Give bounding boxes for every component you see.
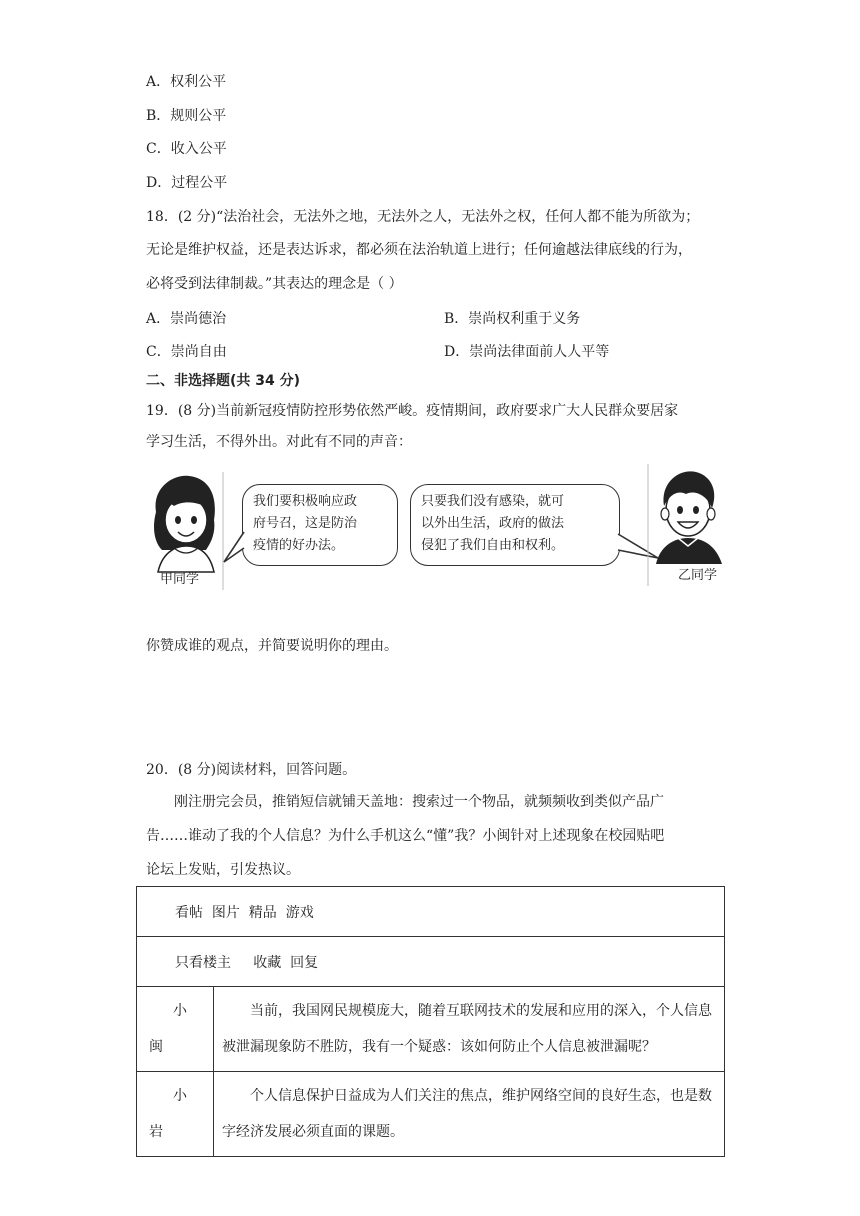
post-author-char-1: 小 — [173, 1088, 187, 1104]
q17-option-b: B．规则公平 — [146, 108, 227, 124]
q20-paragraph-line-1: 刚注册完会员，推销短信就铺天盖地：搜索过一个物品，就频频收到类似产品广 — [174, 794, 664, 810]
section-title: 二、非选择题(共 34 分) — [146, 373, 301, 389]
q18-stem-line-2: 无论是维护权益，还是表达诉求，都必须在法治轨道上进行；任何逾越法律底线的行为， — [146, 242, 692, 258]
q17-option-c: C．收入公平 — [146, 141, 227, 157]
q19-question: 你赞成谁的观点，并简要说明你的理由。 — [146, 638, 398, 654]
q18-option-b: B．崇尚权利重于义务 — [444, 311, 581, 327]
girl-speech-bubble — [242, 484, 398, 566]
post-content: 当前，我国网民规模庞大，随着互联网技术的发展和应用的深入，个人信息被泄漏现象防不胜防，我有一个疑惑：该如何防止个人信息被泄漏呢？ — [214, 987, 725, 1072]
girl-bubble-tail — [222, 530, 246, 564]
q17-option-d: D．过程公平 — [146, 175, 228, 191]
q18-option-a: A．崇尚德治 — [146, 311, 227, 327]
q18-option-c: C．崇尚自由 — [146, 344, 227, 360]
q19-stem-line-1: 19．(8 分)当前新冠疫情防控形势依然严峻。疫情期间，政府要求广大人民群众要居家 — [146, 403, 679, 419]
forum-post-table — [136, 886, 725, 1157]
post-author-char-2: 闽 — [149, 1039, 163, 1055]
post-author — [137, 1072, 214, 1157]
q20-paragraph-line-2: 告……谁动了我的个人信息？为什么手机这么“懂”我？小闽针对上述现象在校园贴吧 — [146, 828, 665, 844]
q18-stem-line-3: 必将受到法律制裁。”其表达的理念是（ ） — [146, 276, 403, 292]
boy-speech-line-1: 只要我们没有感染，就可 — [421, 494, 565, 509]
post-author-char-2: 岩 — [149, 1124, 163, 1140]
boy-caption: 乙同学 — [678, 568, 718, 583]
boy-speech-line-3: 侵犯了我们自由和权利。 — [421, 538, 565, 553]
q19-stem-line-2: 学习生活，不得外出。对此有不同的声音： — [146, 434, 412, 450]
forum-nav: 看帖 图片 精品 游戏 — [137, 887, 725, 937]
forum-post-row — [137, 1072, 725, 1157]
girl-speech-line-2: 府号召，这是防治 — [253, 516, 358, 531]
post-author — [137, 987, 214, 1072]
girl-caption: 甲同学 — [160, 572, 200, 587]
girl-speech-line-3: 疫情的好办法。 — [253, 538, 345, 553]
forum-actions-row — [137, 937, 725, 987]
forum-nav-row — [137, 887, 725, 937]
forum-actions: 只看楼主 收藏 回复 — [137, 937, 725, 987]
post-content: 个人信息保护日益成为人们关注的焦点，维护网络空间的良好生态，也是数字经济发展必须直面的课题。 — [214, 1072, 725, 1157]
forum-post-row — [137, 987, 725, 1072]
boy-speech-line-2: 以外出生活，政府的做法 — [421, 516, 565, 531]
q18-option-d: D．崇尚法律面前人人平等 — [444, 344, 610, 360]
girl-speech-line-1: 我们要积极响应政 — [253, 494, 358, 509]
q17-option-a: A．权利公平 — [146, 74, 227, 90]
boy-speech-bubble — [410, 484, 620, 566]
q20-paragraph-line-3: 论坛上发贴，引发热议。 — [146, 862, 300, 878]
q18-stem-line-1: 18．(2 分)“法治社会，无法外之地，无法外之人，无法外之权，任何人都不能为所欲为； — [146, 209, 700, 225]
q20-title: 20．(8 分)阅读材料，回答问题。 — [146, 762, 357, 778]
post-author-char-1: 小 — [173, 1003, 187, 1019]
